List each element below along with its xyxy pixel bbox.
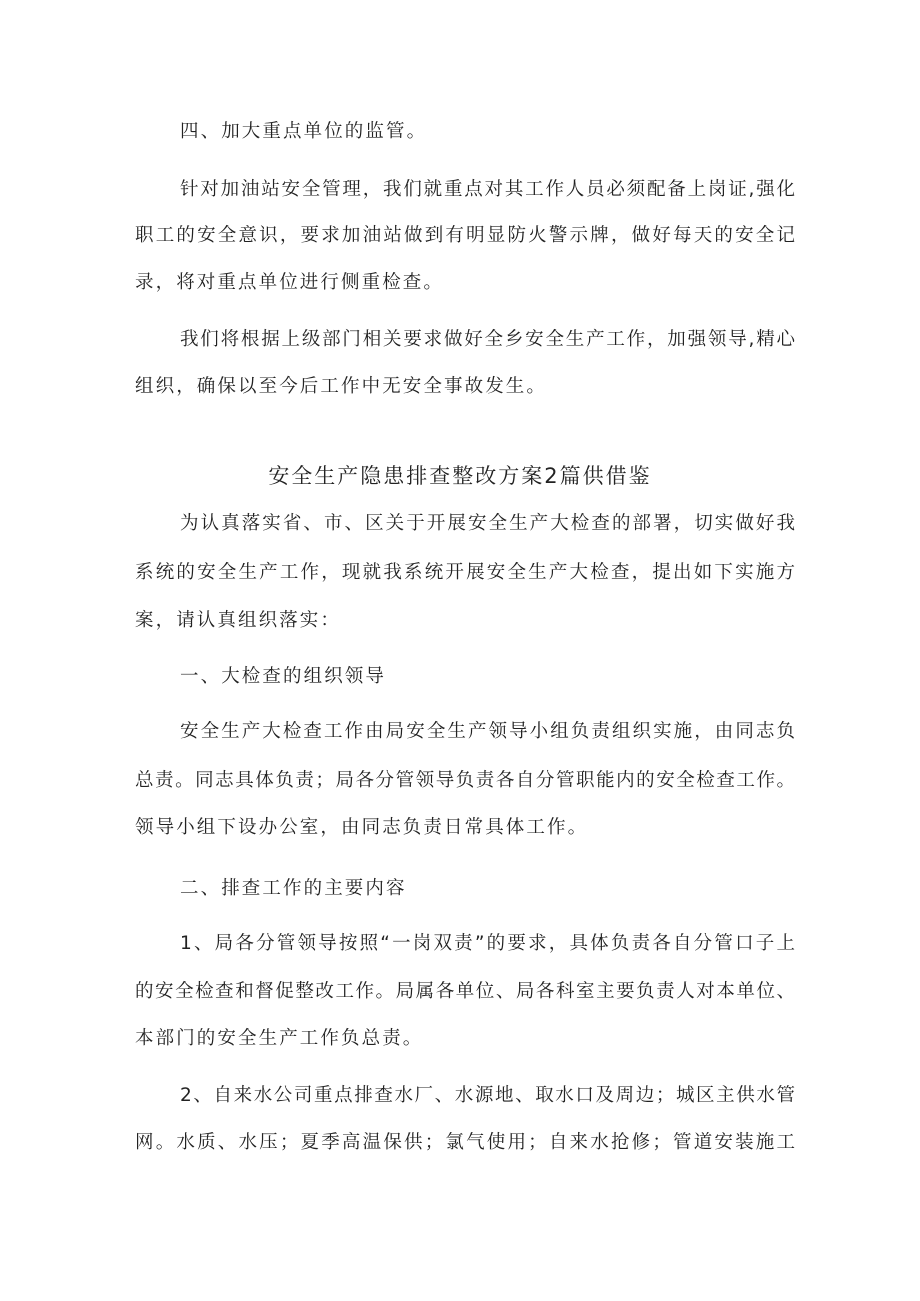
paragraph-intro-line-3: 案，请认真组织落实： [135,610,342,631]
document-title: 安全生产隐患排查整改方案2篇供借鉴 [268,464,652,488]
paragraph-gas-station-line-3: 录，将对重点单位进行侧重检查。 [135,272,445,293]
paragraph-intro-line-1: 为认真落实省、市、区关于开展安全生产大检查的部署，切实做好我 [180,513,795,534]
paragraph-leadership-line-1: 安全生产大检查工作由局安全生产领导小组负责组织实施，由同志负 [180,721,795,742]
paragraph-item1-line-3: 本部门的安全生产工作负总责。 [135,1028,424,1049]
paragraph-gas-station-line-2: 职工的安全意识，要求加油站做到有明显防火警示牌，做好每天的安全记 [135,225,795,246]
paragraph-leadership-line-2: 总责。同志具体负责；局各分管领导负责各自分管职能内的安全检查工作。 [135,770,795,791]
paragraph-item1-line-2: 的安全检查和督促整改工作。局属各单位、局各科室主要负责人对本单位、 [135,981,795,1002]
paragraph-item1-line-1: 1、局各分管领导按照“一岗双责”的要求，具体负责各自分管口子上 [180,933,795,954]
paragraph-item2-line-2: 网。水质、水压；夏季高温保供；氯气使用；自来水抢修；管道安装施工 [135,1132,795,1153]
paragraph-closing-line-2: 组织，确保以至今后工作中无安全事故发生。 [135,376,548,397]
paragraph-gas-station-line-1: 针对加油站安全管理，我们就重点对其工作人员必须配备上岗证,强化 [180,179,795,200]
paragraph-closing-line-1: 我们将根据上级部门相关要求做好全乡安全生产工作，加强领导,精心 [180,329,795,350]
paragraph-leadership-line-3: 领导小组下设办公室，由同志负责日常具体工作。 [135,817,589,838]
section-two-heading: 二、排查工作的主要内容 [180,878,407,899]
paragraph-intro-line-2: 系统的安全生产工作，现就我系统开展安全生产大检查，提出如下实施方 [135,562,795,583]
section-four-heading: 四、加大重点单位的监管。 [180,121,428,142]
paragraph-item2-line-1: 2、自来水公司重点排查水厂、水源地、取水口及周边；城区主供水管 [180,1085,795,1106]
section-one-heading: 一、大检查的组织领导 [180,666,387,687]
